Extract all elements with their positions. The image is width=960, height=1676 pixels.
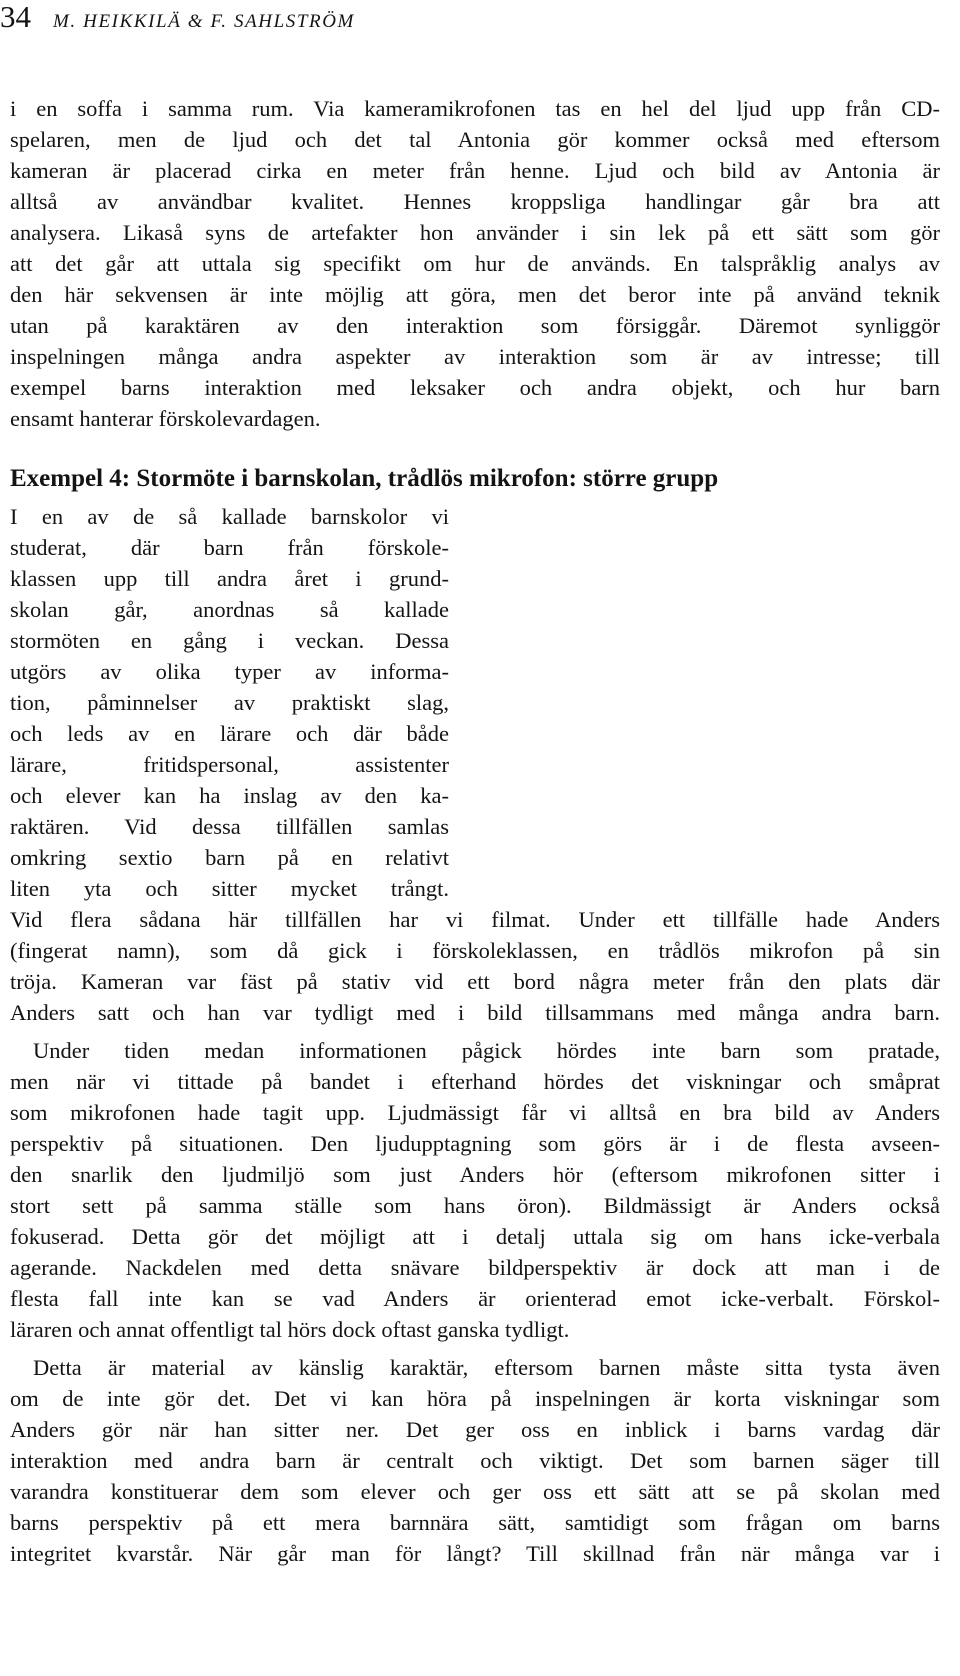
text-line: liten yta och sitter mycket trångt. [10,876,449,901]
text-line: (fingerat namn), som då gick i förskoleklassen, en trådlös mikrofon på sin [10,938,940,963]
text-line: klassen upp till andra året i grund- [10,566,449,591]
text-line: tion, påminnelser av praktiskt slag, [10,690,449,715]
text-line: Anders satt och han var tydligt med i bild tillsammans med många andra barn. [10,1000,940,1025]
text-line: kameran är placerad cirka en meter från henne. Ljud och bild av Antonia är [10,158,940,183]
text-line: och leds av en lärare och där både [10,721,449,746]
text-line: utgörs av olika typer av informa- [10,659,449,684]
text-line: integritet kvarstår. När går man för långt? Till skillnad från när många var i [10,1541,940,1566]
text-line: omkring sextio barn på en relativt [10,845,449,870]
text-line: stort sett på samma ställe som hans öron). Bildmässigt är Anders också [10,1193,940,1218]
text-line: den snarlik den ljudmiljö som just Anders hör (eftersom mikrofonen sitter i [10,1162,940,1187]
text-line: läraren och annat offentligt tal hörs dock oftast ganska tydligt. [10,1317,570,1342]
text-line: varandra konstituerar dem som elever och ger oss ett sätt att se på skolan med [10,1479,940,1504]
text-line: spelaren, men de ljud och det tal Antonia gör kommer också med eftersom [10,127,940,152]
text-line: fokuserad. Detta gör det möjligt att i detalj uttala sig om hans icke-verbala [10,1224,940,1249]
text-line: om de inte gör det. Det vi kan höra på inspelningen är korta viskningar som [10,1386,940,1411]
text-line: att det går att uttala sig specifikt om hur de används. En talspråklig analys av [10,251,940,276]
text-line: lärare, fritidspersonal, assistenter [10,752,449,777]
text-line: den här sekvensen är inte möjlig att göra, men det beror inte på använd teknik [10,282,940,307]
text-line: perspektiv på situationen. Den ljudupptagning som görs är i de flesta avseen- [10,1131,940,1156]
text-line: i en soffa i samma rum. Via kameramikrofonen tas en hel del ljud upp från CD- [10,96,940,121]
text-line: Vid flera sådana här tillfällen har vi filmat. Under ett tillfälle hade Anders [10,907,940,932]
text-line: studerat, där barn från förskole- [10,535,449,560]
text-line: raktären. Vid dessa tillfällen samlas [10,814,449,839]
text-line: ensamt hanterar förskolevardagen. [10,406,321,431]
section-heading: Exempel 4: Stormöte i barnskolan, trådlös mikrofon: större grupp [10,465,719,492]
text-line: tröja. Kameran var fäst på stativ vid ett bord några meter från den plats där [10,969,940,994]
text-line: inspelningen många andra aspekter av interaktion som är av intresse; till [10,344,940,369]
text-line: Under tiden medan informationen pågick hördes inte barn som pratade, [33,1038,940,1063]
text-line: utan på karaktären av den interaktion som försiggår. Däremot synliggör [10,313,940,338]
page-number: 34 [0,0,31,34]
text-line: I en av de så kallade barnskolor vi [10,504,449,529]
text-line: men när vi tittade på bandet i efterhand hördes det viskningar och småprat [10,1069,940,1094]
text-line: flesta fall inte kan se vad Anders är orienterad emot icke-verbalt. Förskol- [10,1286,940,1311]
text-line: och elever kan ha inslag av den ka- [10,783,449,808]
text-line: interaktion med andra barn är centralt och viktigt. Det som barnen säger till [10,1448,940,1473]
text-line: som mikrofonen hade tagit upp. Ljudmässigt får vi alltså en bra bild av Anders [10,1100,940,1125]
text-line: alltså av användbar kvalitet. Hennes kroppsliga handlingar går bra att [10,189,940,214]
text-line: Detta är material av känslig karaktär, eftersom barnen måste sitta tysta även [33,1355,940,1380]
text-line: stormöten en gång i veckan. Dessa [10,628,449,653]
text-line: Anders gör när han sitter ner. Det ger oss en inblick i barns vardag där [10,1417,940,1442]
text-line: barns perspektiv på ett mera barnnära sätt, samtidigt som frågan om barns [10,1510,940,1535]
text-line: skolan går, anordnas så kallade [10,597,449,622]
running-title: M. HEIKKILÄ & F. SAHLSTRÖM [53,11,355,32]
running-header [0,0,355,34]
text-line: exempel barns interaktion med leksaker och andra objekt, och hur barn [10,375,940,400]
text-line: agerande. Nackdelen med detta snävare bildperspektiv är dock att man i de [10,1255,940,1280]
text-line: analysera. Likaså syns de artefakter hon använder i sin lek på ett sätt som gör [10,220,940,245]
